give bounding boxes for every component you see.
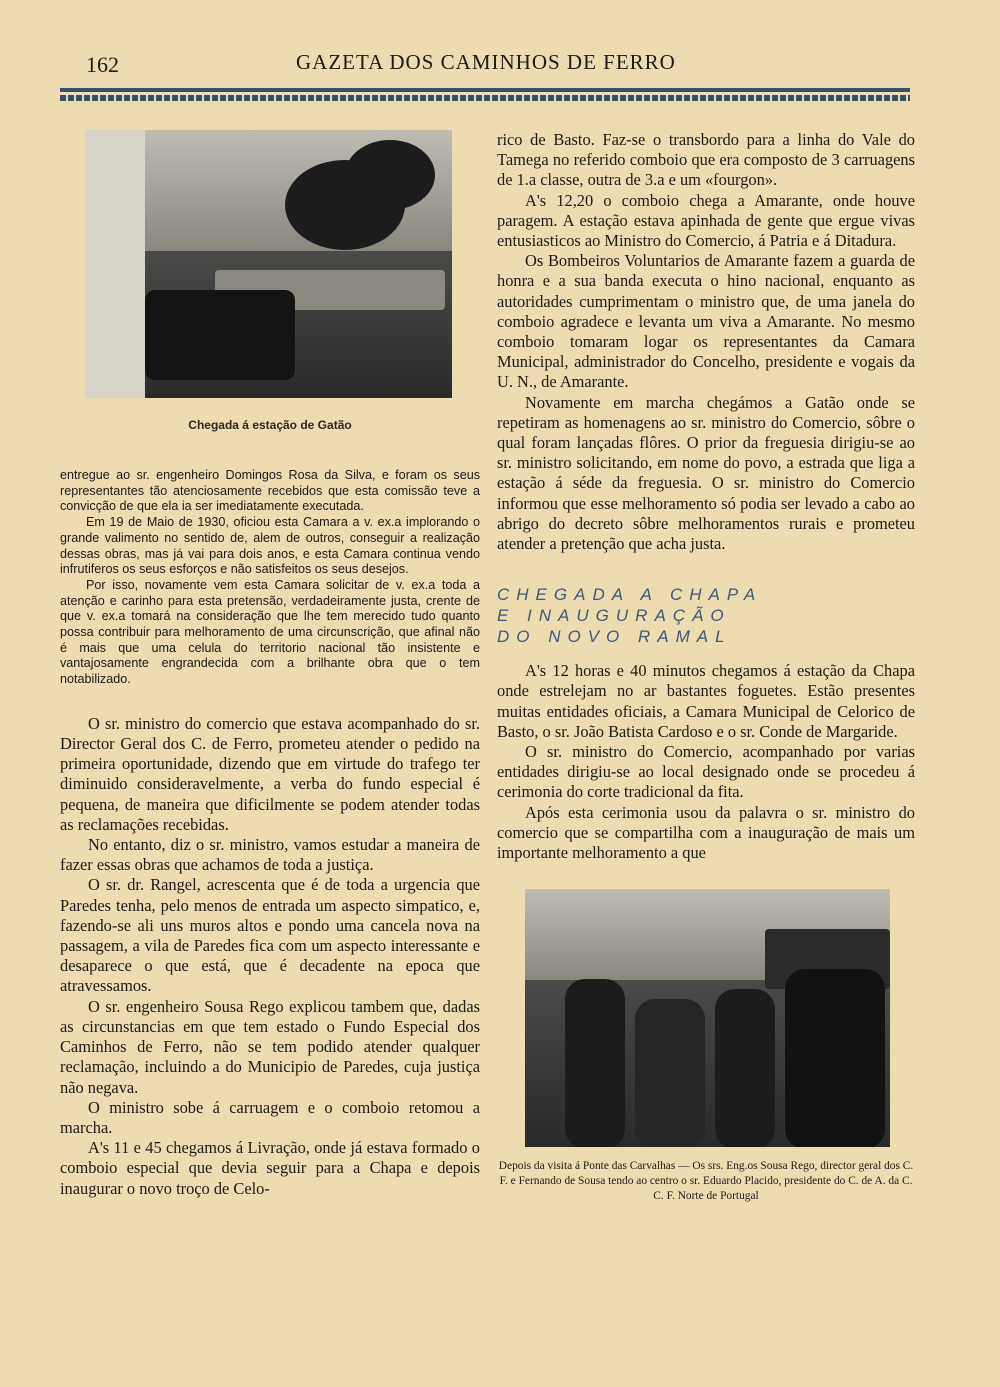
section-heading-line: E INAUGURAÇÃO bbox=[497, 606, 731, 626]
paragraph: Novamente em marcha chegámos a Gatão onde se repetiram as homenagens ao sr. ministro do Comercio, sôbre o qual foram lançadas flôres. O prior da freguesia dirigiu-se ao sr. ministro solicitando, em nome do povo, a estrada que liga a estação á séde da freguesia. O sr. ministro do Comercio informou que esse melhoramento só podia ser levado a cabo ao abrigo do decreto sôbre melhoramentos rurais e prometeu atender a pretenção que acha justa. bbox=[497, 392, 915, 554]
paragraph: O sr. ministro do Comercio, acompanhado por varias entidades dirigiu-se ao local designado onde se procedeu á cerimonia do corte tradicional da fita. bbox=[497, 742, 915, 802]
photo-caption-top: Chegada á estação de Gatão bbox=[188, 418, 352, 432]
paragraph: O ministro sobe á carruagem e o comboio retomou a marcha. bbox=[60, 1097, 480, 1137]
letter-paragraph: entregue ao sr. engenheiro Domingos Rosa da Silva, e foram os seus representantes tão atenciosamente recebidos que esta comissão teve a convicção de que ela ia ser imediatamente executada. bbox=[60, 468, 480, 514]
paragraph: A's 11 e 45 chegamos á Livração, onde já estava formado o comboio especial que devia seguir para a Chapa e depois inaugurar o novo troço de Celo- bbox=[60, 1138, 480, 1198]
paragraph: A's 12 horas e 40 minutos chegamos á estação da Chapa onde estrelejam no ar bastantes foguetes. Estão presentes muitas entidades oficiais, a Camara Municipal de Celorico de Basto, o sr. João Batista Cardoso e o sr. Conde de Margaride. bbox=[497, 661, 915, 741]
photo-caption-bottom: Depois da visita á Ponte das Carvalhas — Os srs. Eng.os Sousa Rego, director geral dos C. F. e Fernando de Sousa tendo ao centro o sr. Eduardo Placido, presidente do C. de A. da C. C. F. Norte de Portugal bbox=[498, 1160, 914, 1203]
paragraph: No entanto, diz o sr. ministro, vamos estudar a maneira de fazer essas obras que achamos de toda a justiça. bbox=[60, 835, 480, 875]
letter-paragraph: Por isso, novamente vem esta Camara solicitar de v. ex.a toda a atenção e carinho para esta pretensão, verdadeiramente justa, crente de que v. ex.a tomará na consideração que lhe tem merecido tudo quanto possa contribuir para melhoramento de uma circunscrição, que afinal não é mais que uma celula do territorio nacional tão insistente e vantajosamente engrandecida com a brilhante obra que o tem notabilizado. bbox=[60, 577, 480, 687]
paragraph: O sr. engenheiro Sousa Rego explicou tambem que, dadas as circunstancias em que tem estado o Fundo Especial dos Caminhos de Ferro, não se tem podido atender qualquer reclamação, incluindo a do Municipio de Paredes, cuja justiça não negava. bbox=[60, 996, 480, 1097]
journal-title: GAZETA DOS CAMINHOS DE FERRO bbox=[296, 50, 676, 74]
paragraph: A's 12,20 o comboio chega a Amarante, onde houve paragem. A estação estava apinhada de gente que ergue vivas entusiasticos ao Ministro do Comercio, á Patria e á Ditadura. bbox=[497, 190, 915, 251]
right-column bbox=[497, 130, 915, 1204]
page-number: 162 bbox=[86, 52, 119, 77]
left-column bbox=[60, 130, 480, 1199]
paragraph: Os Bombeiros Voluntarios de Amarante fazem a guarda de honra e a sua banda executa o hino nacional, enquanto as autoridades cumprimentam o ministro que, de uma janela do comboio agradece e levanta um viva a Amarante. No mesmo comboio tomaram logar os representantes da Camara Municipal, administrador do Concelho, presidente e vogais da U. N., de Amarante. bbox=[497, 251, 915, 392]
section-heading-line: CHEGADA A CHAPA bbox=[497, 585, 763, 605]
paragraph: O sr. dr. Rangel, acrescenta que é de toda a urgencia que Paredes tenha, pelo menos de entrada um aspecto simpatico, e, fazendo-se ali uns muros altos e pondo uma cancela nova na passagem, a vila de Paredes fica com um aspecto interessante e desaparece o que está, que é decadente na epoca que atravessamos. bbox=[60, 875, 480, 996]
section-heading bbox=[497, 584, 915, 647]
photo-station-gatao bbox=[85, 130, 452, 398]
quoted-letter bbox=[60, 468, 480, 688]
paragraph: Após esta cerimonia usou da palavra o sr. ministro do comercio que se compartilha com a inauguração de mais um importante melhoramento a que bbox=[497, 802, 915, 863]
header-rule bbox=[60, 88, 910, 92]
letter-paragraph: Em 19 de Maio de 1930, oficiou esta Camara a v. ex.a implorando o grande valimento no sentido de, alem de outros, conseguir a realização dessas obras, mas já vai para dois anos, e esta Camara continua vendo infrutiferos os seus esforços e não satisfeitos os seus desejos. bbox=[60, 515, 480, 577]
article-body-right bbox=[497, 130, 915, 554]
section-body bbox=[497, 661, 915, 863]
paragraph: rico de Basto. Faz-se o transbordo para a linha do Vale do Tamega no referido comboio que era composto de 3 carruagens de 1.a classe, outra de 3.a e um «fourgon». bbox=[497, 130, 915, 190]
paragraph: O sr. ministro do comercio que estava acompanhado do sr. Director Geral dos C. de Ferro, prometeu atender o pedido na primeira oportunidade, dizendo que em virtude do trafego ter diminuido consideravelmente, a verba do fundo especial é pequena, de maneira que dificilmente se podem atender todas as reclamações recebidas. bbox=[60, 713, 480, 834]
header-rule-dashed bbox=[60, 95, 910, 101]
section-heading-line: DO NOVO RAMAL bbox=[497, 627, 732, 647]
article-body-left bbox=[60, 714, 480, 1199]
photo-officials-group bbox=[525, 889, 890, 1147]
